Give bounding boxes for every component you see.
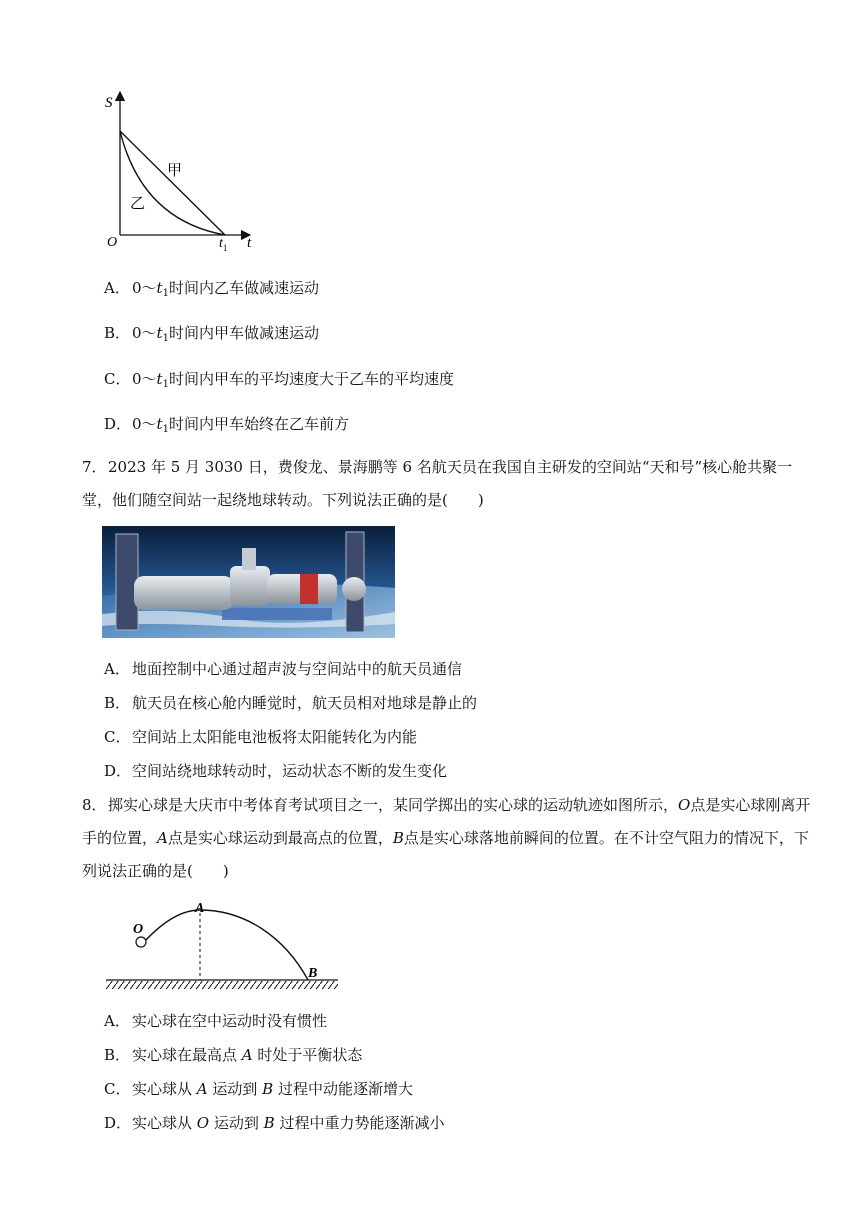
q8-option-d: D．实心球从 O 运动到 B 过程中重力势能逐渐减小 [104, 1114, 445, 1132]
space-station-photo [102, 526, 395, 638]
module-core [230, 566, 270, 606]
q6-option-c: C． $0\sim t_1$时间内甲车的平均速度大于乙车的平均速度 [104, 370, 454, 390]
q7-option-b: B． 航天员在核心舱内睡觉时，航天员相对地球是静止的 [104, 694, 478, 712]
q8-option-c: C． 实心球从 A 运动到 B 过程中动能逐渐增大 [104, 1080, 413, 1098]
s-t-graph [96, 88, 266, 258]
q8-option-a: A． 实心球在空中运动时没有惯性 [104, 1012, 328, 1030]
ball-O [136, 937, 146, 947]
q7-option-a: A． 地面控制中心通过超声波与空间站中的航天员通信 [104, 660, 463, 678]
origin-label: O [107, 235, 118, 250]
ground-hatching [106, 981, 338, 989]
curve-jia [120, 131, 225, 235]
red-spacecraft [300, 574, 318, 604]
trajectory-figure [104, 896, 344, 996]
solar-panel-left [116, 534, 138, 630]
module-left [134, 576, 234, 610]
q6-option-b: B． $0\sim t_1$时间内甲车做减速运动 [104, 324, 319, 344]
curve-yi-label: 乙 [130, 196, 146, 212]
docking-node [342, 577, 366, 601]
axis-s-label: S [105, 95, 113, 111]
trajectory-curve [145, 910, 308, 980]
q7-option-d: D．空间站绕地球转动时，运动状态不断的发生变化 [104, 762, 448, 780]
module-top [242, 548, 256, 570]
label-B: B [308, 966, 318, 981]
q6-option-a: A． $0\sim t_1$时间内乙车做减速运动 [104, 279, 319, 299]
t1-label: $t_1$ [219, 236, 228, 253]
axis-t-label: t [247, 235, 252, 251]
q8-stem: 8．掷实心球是大庆市中考体育考试项目之一，某同学掷出的实心球的运动轨迹如图所示，O点是实心球刚离开手的位置，A点是实心球运动到最高点的位置，B点是实心球落地前瞬间的位置。在不计空气阻力的情况下，下列说法正确的是( ) [82, 796, 811, 880]
q6-option-d: D．$0\sim t_1$时间内甲车始终在乙车前方 [104, 415, 349, 435]
solar-wing-center [222, 608, 332, 620]
q7-stem: 7．2023 年 5 月 3030 日，费俊龙、景海鹏等 6 名航天员在我国自主研发的空间站“天和号”核心舱共聚一堂，他们随空间站一起绕地球转动。下列说法正确的是( ) [82, 458, 793, 509]
q8-option-b: B． 实心球在最高点 A 时处于平衡状态 [104, 1046, 363, 1064]
label-A: A [195, 901, 205, 916]
q7-option-c: C． 空间站上太阳能电池板将太阳能转化为内能 [104, 728, 418, 746]
curve-jia-label: 甲 [167, 163, 183, 179]
label-O: O [133, 922, 144, 937]
